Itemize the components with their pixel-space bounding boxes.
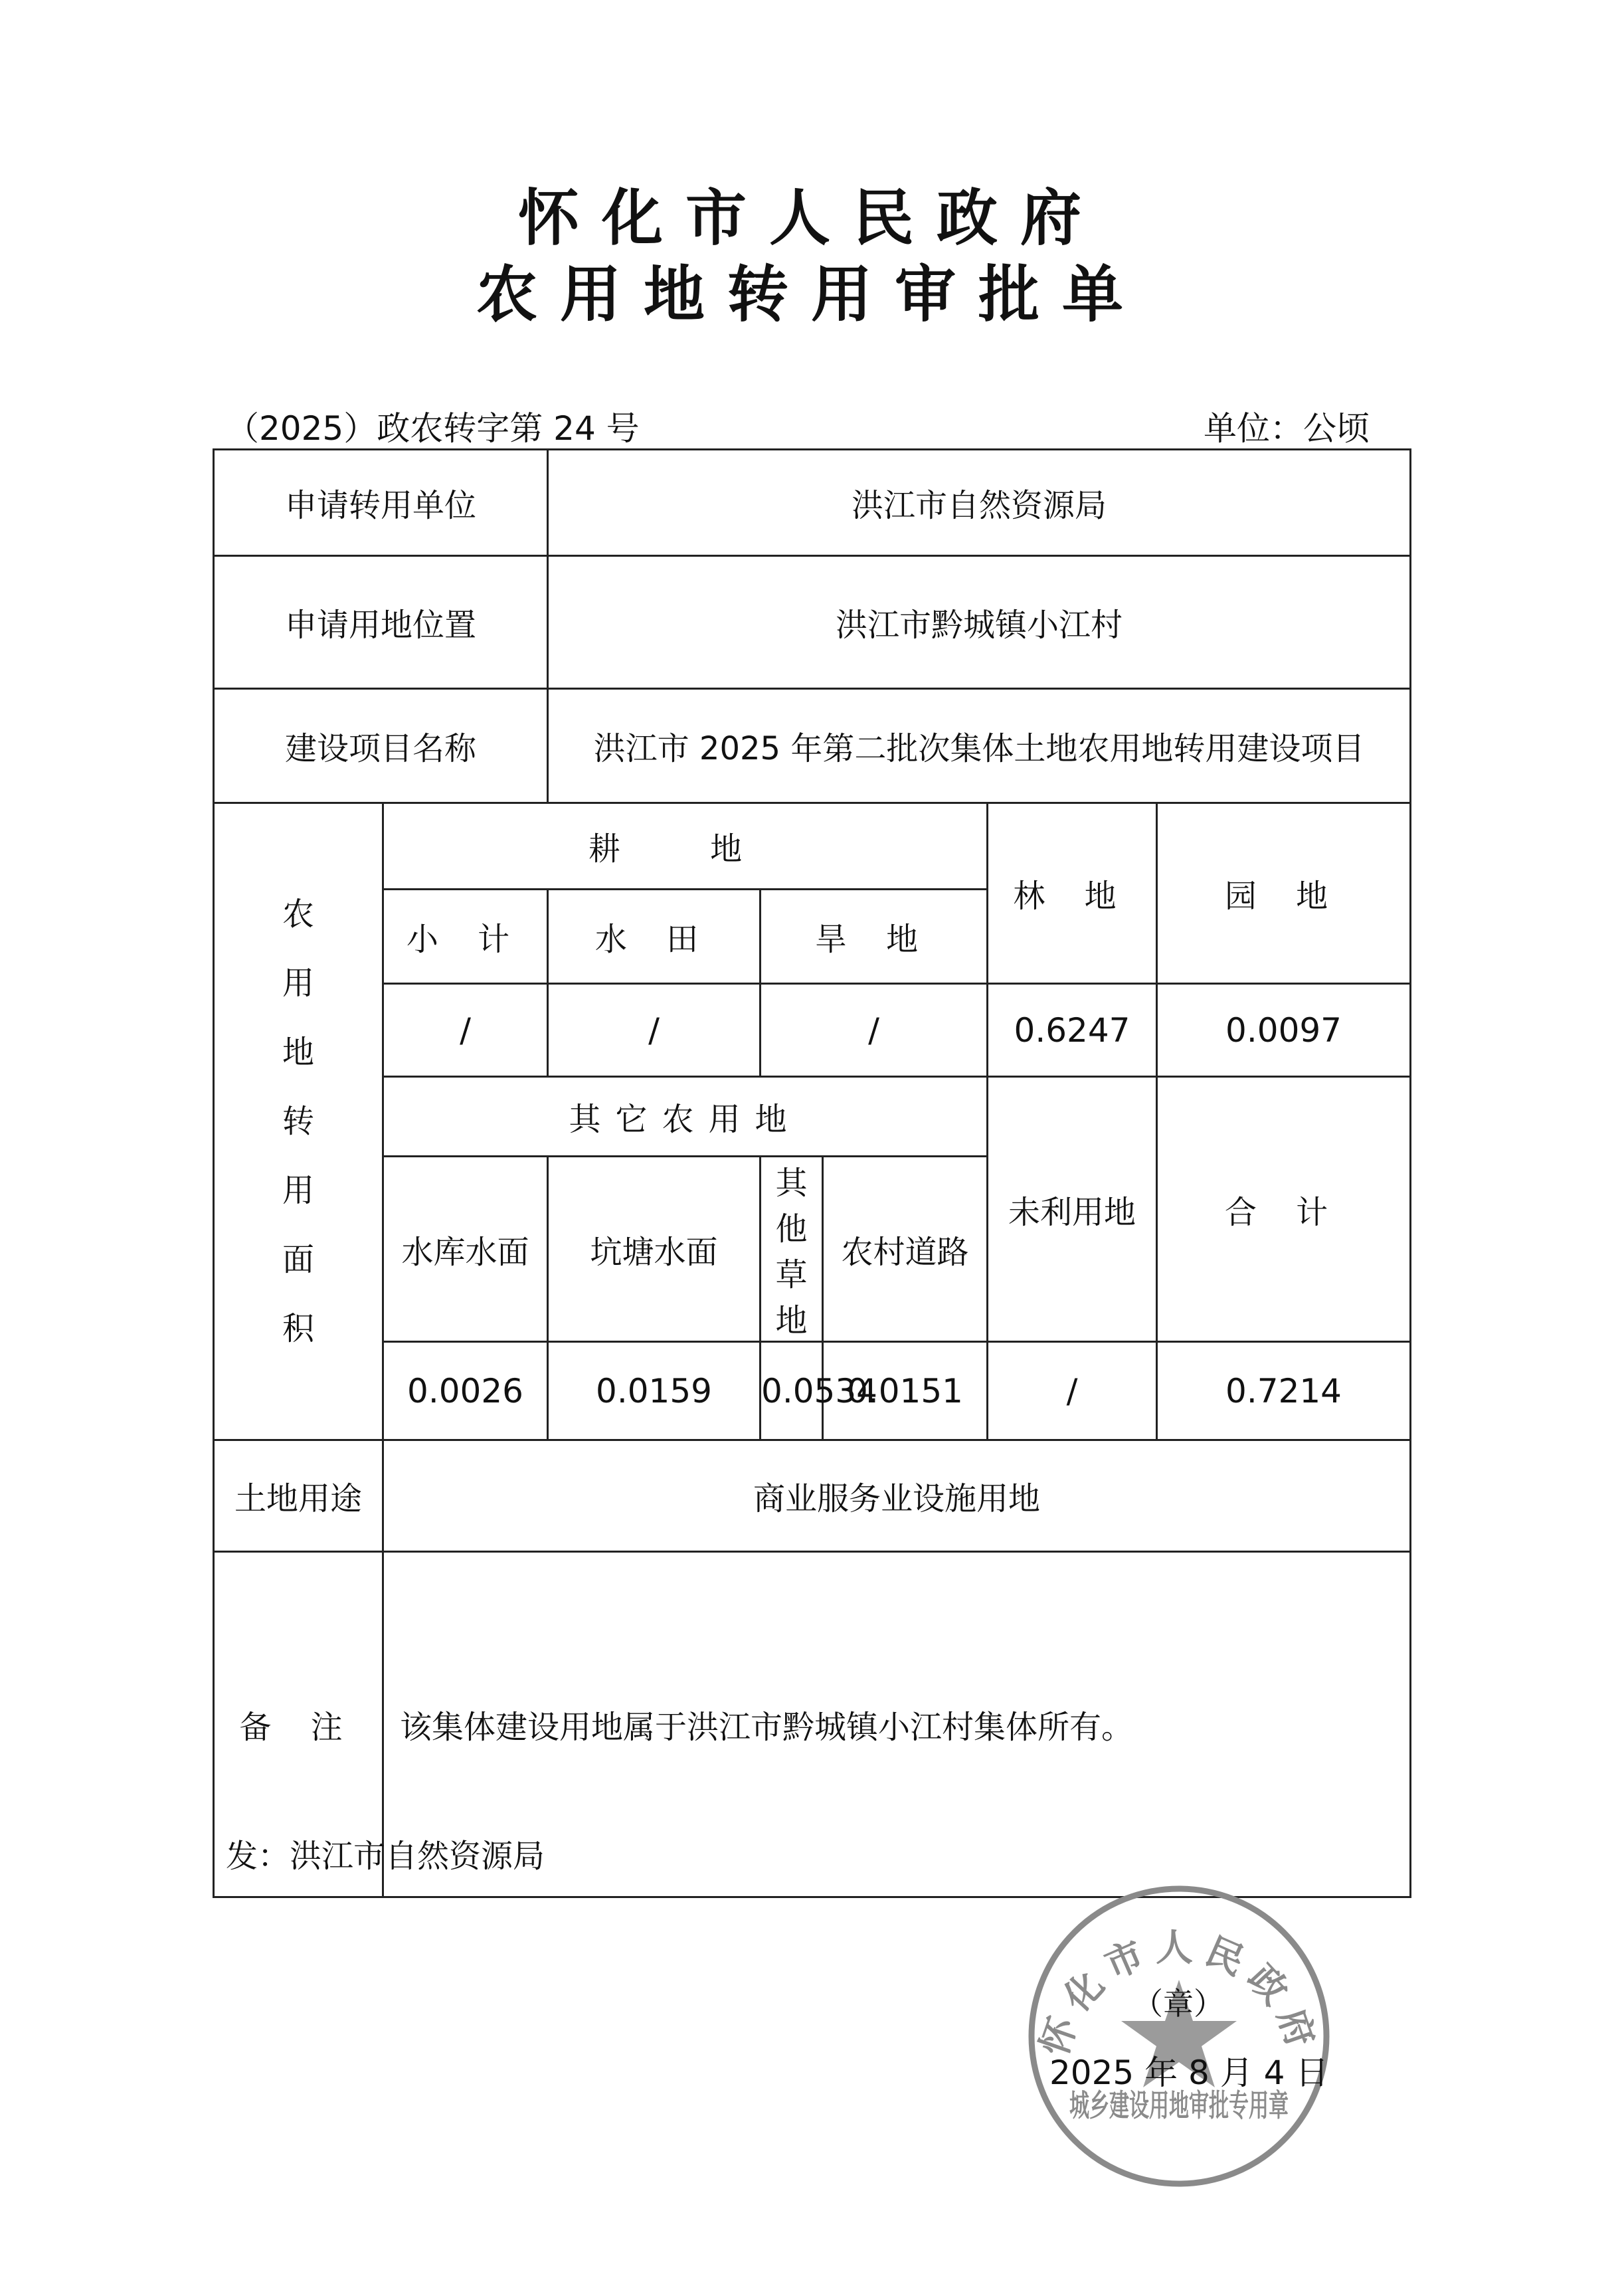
usage-value: 商业服务业设施用地 [383,1440,1411,1552]
dryland-value: / [761,984,988,1077]
approval-form-table [213,448,1411,1898]
usage-label: 土地用途 [214,1440,383,1552]
remark-value: 该集体建设用地属于洪江市黔城镇小江村集体所有。 [383,1552,1411,1897]
area-label [214,803,383,1440]
other-value-row [214,1342,1411,1440]
dryland-label: 旱 地 [761,890,988,984]
project-row [214,689,1411,803]
remark-label: 备 注 [214,1552,383,1897]
applicant-value: 洪江市自然资源局 [548,450,1411,556]
garden-label: 园 地 [1157,803,1411,984]
page-title-line1: 怀化市人民政府 [517,182,1104,254]
document-number: （2025）政农转字第 24 号 [226,409,640,448]
location-value: 洪江市黔城镇小江村 [548,556,1411,689]
paddy-label: 水 田 [548,890,761,984]
cultivated-header-row [214,803,1411,890]
official-seal [1023,1880,1335,2192]
other-header-row [214,1077,1411,1157]
subtotal-label: 小 计 [383,890,548,984]
road-value: 0.0151 [823,1342,988,1440]
cultivated-value-row [214,984,1411,1077]
other-label: 其它农用地 [383,1077,988,1157]
cultivated-label: 耕 地 [383,803,988,890]
forest-label: 林 地 [988,803,1157,984]
grass-label: 其他草地 [761,1157,823,1342]
total-value: 0.7214 [1157,1342,1411,1440]
unused-label: 未利用地 [988,1077,1157,1342]
stamp-note: （章） [1132,1986,1224,2022]
grass-value: 0.0534 [761,1342,823,1440]
page-title-line2: 农用地转用审批单 [476,258,1146,330]
seal-text-top: 怀化市人民政府 [1032,1925,1326,2061]
unused-value: / [988,1342,1157,1440]
project-value: 洪江市 2025 年第二批次集体土地农用地转用建设项目 [548,689,1411,803]
reservoir-label: 水库水面 [383,1157,548,1342]
subtotal-value: / [383,984,548,1077]
area-label-text: 农用地转用面积 [282,896,315,1347]
unit-label: 单位：公顷 [1204,409,1370,448]
garden-value: 0.0097 [1157,984,1411,1077]
paddy-value: / [548,984,761,1077]
issued-to: 发：洪江市自然资源局 [226,1838,545,1875]
pond-value: 0.0159 [548,1342,761,1440]
applicant-label: 申请转用单位 [214,450,548,556]
pond-label: 坑塘水面 [548,1157,761,1342]
location-row [214,556,1411,689]
project-label: 建设项目名称 [214,689,548,803]
issue-date: 2025 年 8 月 4 日 [1049,2054,1329,2092]
total-label: 合 计 [1157,1077,1411,1342]
location-label: 申请用地位置 [214,556,548,689]
seal-text-bottom: 城乡建设用地审批专用章 [1069,2087,1289,2123]
reservoir-value: 0.0026 [383,1342,548,1440]
forest-value: 0.6247 [988,984,1157,1077]
usage-row [214,1440,1411,1552]
applicant-row [214,450,1411,556]
road-label: 农村道路 [823,1157,988,1342]
